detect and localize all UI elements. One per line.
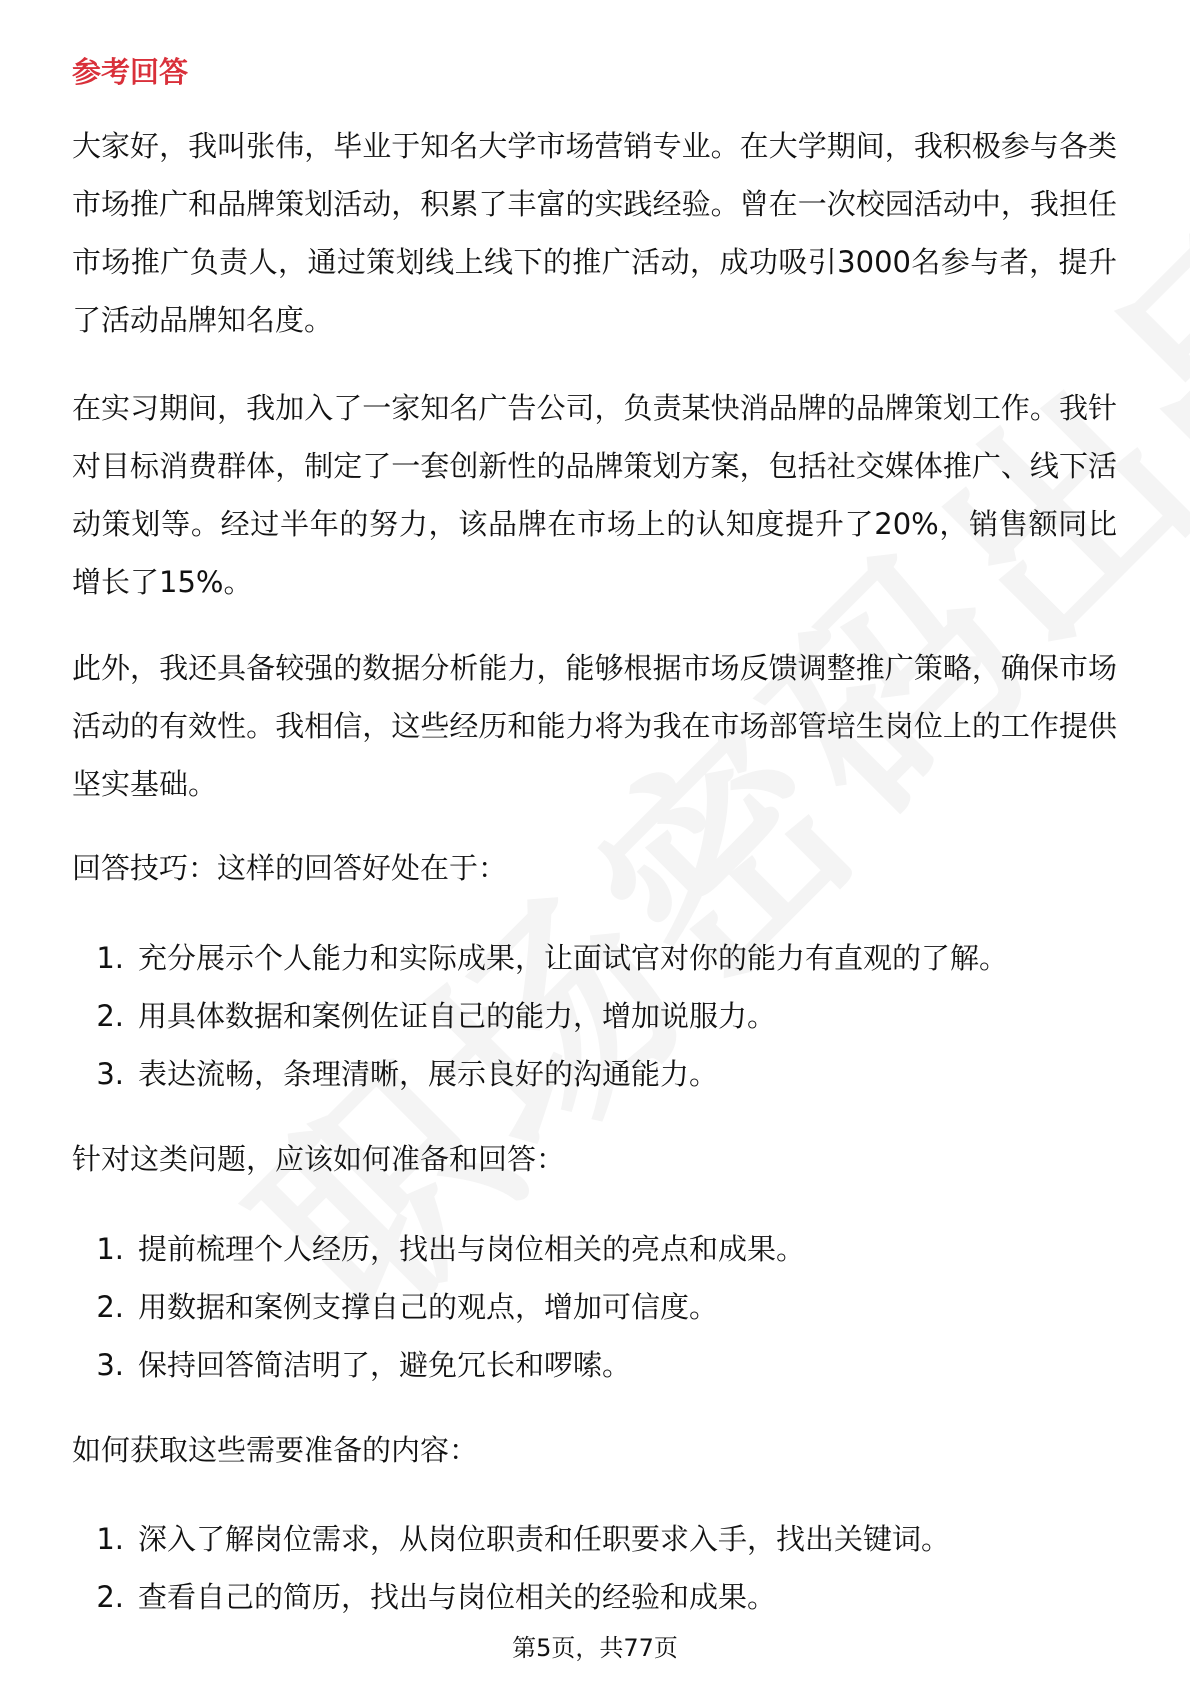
list-item <box>72 1278 1117 1336</box>
list-text: 查看自己的简历，找出与岗位相关的经验和成果。 <box>138 1580 777 1614</box>
page-number: 第5页，共77页 <box>512 1634 678 1662</box>
sourcing-heading: 如何获取这些需要准备的内容： <box>72 1433 479 1467</box>
list-number: 2. <box>96 1580 124 1614</box>
section-title: 参考回答 <box>72 55 189 89</box>
list-item <box>72 929 1117 987</box>
preparation-list <box>72 1220 1117 1394</box>
list-item <box>72 1220 1117 1278</box>
list-item <box>72 1045 1117 1103</box>
tips-list <box>72 929 1117 1103</box>
list-item <box>72 1510 1117 1568</box>
list-number: 3. <box>96 1057 124 1091</box>
list-item <box>72 1336 1117 1394</box>
list-number: 1. <box>96 1522 124 1556</box>
list-text: 保持回答简洁明了，避免冗长和啰嗦。 <box>138 1348 632 1382</box>
list-number: 3. <box>96 1348 124 1382</box>
answer-paragraph-2: 在实习期间，我加入了一家知名广告公司，负责某快消品牌的品牌策划工作。我针对目标消费群体，制定了一套创新性的品牌策划方案，包括社交媒体推广、线下活动策划等。经过半年的努力，该品牌在市场上的认知度提升了20%，销售额同比增长了15%。 <box>72 391 1117 599</box>
answer-paragraph-1: 大家好，我叫张伟，毕业于知名大学市场营销专业。在大学期间，我积极参与各类市场推广和品牌策划活动，积累了丰富的实践经验。曾在一次校园活动中，我担任市场推广负责人，通过策划线上线下的推广活动，成功吸引3000名参与者，提升了活动品牌知名度。 <box>72 129 1117 337</box>
list-number: 1. <box>96 1232 124 1266</box>
list-text: 表达流畅，条理清晰，展示良好的沟通能力。 <box>138 1057 719 1091</box>
list-item <box>72 987 1117 1045</box>
preparation-heading: 针对这类问题，应该如何准备和回答： <box>72 1142 566 1176</box>
list-text: 深入了解岗位需求，从岗位职责和任职要求入手，找出关键词。 <box>138 1522 951 1556</box>
list-text: 提前梳理个人经历，找出与岗位相关的亮点和成果。 <box>138 1232 806 1266</box>
list-text: 充分展示个人能力和实际成果，让面试官对你的能力有直观的了解。 <box>138 941 1009 975</box>
list-text: 用具体数据和案例佐证自己的能力，增加说服力。 <box>138 999 777 1033</box>
tips-heading: 回答技巧：这样的回答好处在于： <box>72 851 508 885</box>
sourcing-list <box>72 1510 1117 1626</box>
list-number: 1. <box>96 941 124 975</box>
answer-paragraph-3: 此外，我还具备较强的数据分析能力，能够根据市场反馈调整推广策略，确保市场活动的有效性。我相信，这些经历和能力将为我在市场部管培生岗位上的工作提供坚实基础。 <box>72 651 1117 801</box>
list-text: 用数据和案例支撑自己的观点，增加可信度。 <box>138 1290 719 1324</box>
list-number: 2. <box>96 1290 124 1324</box>
list-number: 2. <box>96 999 124 1033</box>
list-item <box>72 1568 1117 1626</box>
